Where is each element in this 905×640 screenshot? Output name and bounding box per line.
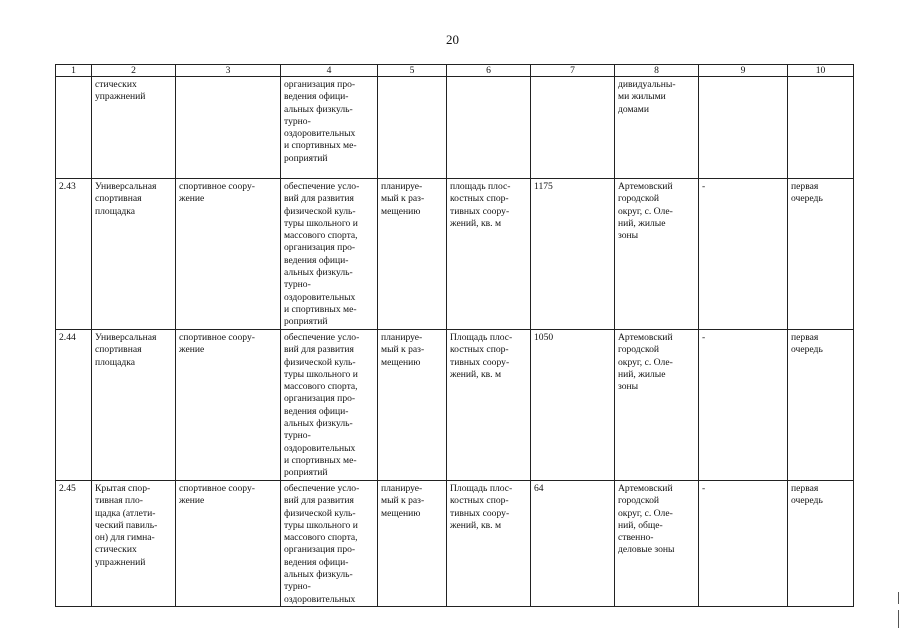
column-header-2: 2	[92, 65, 176, 77]
cell-number	[56, 77, 92, 179]
cell-col9: -	[699, 330, 788, 481]
cell-status: планируе- мый к раз- мещению	[378, 179, 447, 330]
cell-value: 1175	[531, 179, 615, 330]
column-header-9: 9	[699, 65, 788, 77]
page-number: 20	[446, 32, 459, 47]
column-header-3: 3	[176, 65, 281, 77]
table-header	[56, 65, 854, 77]
cell-location: Артемовский городской округ, с. Оле- ний, обще- ственно- деловые зоны	[615, 481, 699, 607]
cell-location: дивидуальны- ми жилыми домами	[615, 77, 699, 179]
cell-value: 64	[531, 481, 615, 607]
cell-status	[378, 77, 447, 179]
cell-characteristic: Площадь плос- костных спор- тивных соору- жений, кв. м	[447, 330, 531, 481]
cell-col9: -	[699, 179, 788, 330]
column-header-5: 5	[378, 65, 447, 77]
column-header-8: 8	[615, 65, 699, 77]
cell-number: 2.45	[56, 481, 92, 607]
column-header-10: 10	[788, 65, 854, 77]
scan-edge-mark	[898, 610, 899, 628]
cell-stage	[788, 77, 854, 179]
cell-stage: первая очередь	[788, 330, 854, 481]
table-row	[56, 179, 854, 330]
objects-table	[55, 64, 854, 607]
cell-characteristic: Площадь плос- костных спор- тивных соору- жений, кв. м	[447, 481, 531, 607]
cell-status: планируе- мый к раз- мещению	[378, 481, 447, 607]
cell-number: 2.43	[56, 179, 92, 330]
cell-col9: -	[699, 481, 788, 607]
cell-purpose: организация про- ведения офици- альных физкуль- турно- оздоровительных и спортивных ме- роприятий	[281, 77, 378, 179]
cell-purpose: обеспечение усло- вий для развития физической куль- туры школьного и массового спорта, организация про- ведения офици- альных физкуль- турно- оздоровительных и спортивных ме- роприятий	[281, 330, 378, 481]
cell-characteristic: площадь плос- костных спор- тивных соору- жений, кв. м	[447, 179, 531, 330]
cell-object-name: Крытая спор- тивная пло- щадка (атлети- ческий павиль- он) для гимна- стических упражнений	[92, 481, 176, 607]
table-row	[56, 77, 854, 179]
table-row	[56, 481, 854, 607]
cell-location: Артемовский городской округ, с. Оле- ний, жилые зоны	[615, 179, 699, 330]
cell-object-type: спортивное соору- жение	[176, 330, 281, 481]
cell-number: 2.44	[56, 330, 92, 481]
cell-stage: первая очередь	[788, 481, 854, 607]
cell-purpose: обеспечение усло- вий для развития физической куль- туры школьного и массового спорта, организация про- ведения офици- альных физкуль- турно- оздоровительных и спортивных ме- роприятий	[281, 179, 378, 330]
cell-value: 1050	[531, 330, 615, 481]
cell-characteristic	[447, 77, 531, 179]
cell-object-type	[176, 77, 281, 179]
cell-object-name: Универсальная спортивная площадка	[92, 330, 176, 481]
column-header-1: 1	[56, 65, 92, 77]
table-row	[56, 330, 854, 481]
column-header-7: 7	[531, 65, 615, 77]
cell-col9	[699, 77, 788, 179]
cell-object-name: стических упражнений	[92, 77, 176, 179]
cell-object-type: спортивное соору- жение	[176, 179, 281, 330]
cell-object-type: спортивное соору- жение	[176, 481, 281, 607]
cell-stage: первая очередь	[788, 179, 854, 330]
column-header-6: 6	[447, 65, 531, 77]
cell-value	[531, 77, 615, 179]
scan-edge-mark	[898, 592, 899, 604]
cell-status: планируе- мый к раз- мещению	[378, 330, 447, 481]
cell-location: Артемовский городской округ, с. Оле- ний, жилые зоны	[615, 330, 699, 481]
cell-object-name: Универсальная спортивная площадка	[92, 179, 176, 330]
cell-purpose: обеспечение усло- вий для развития физической куль- туры школьного и массового спорта, организация про- ведения офици- альных физкуль- турно- оздоровительных	[281, 481, 378, 607]
column-header-4: 4	[281, 65, 378, 77]
